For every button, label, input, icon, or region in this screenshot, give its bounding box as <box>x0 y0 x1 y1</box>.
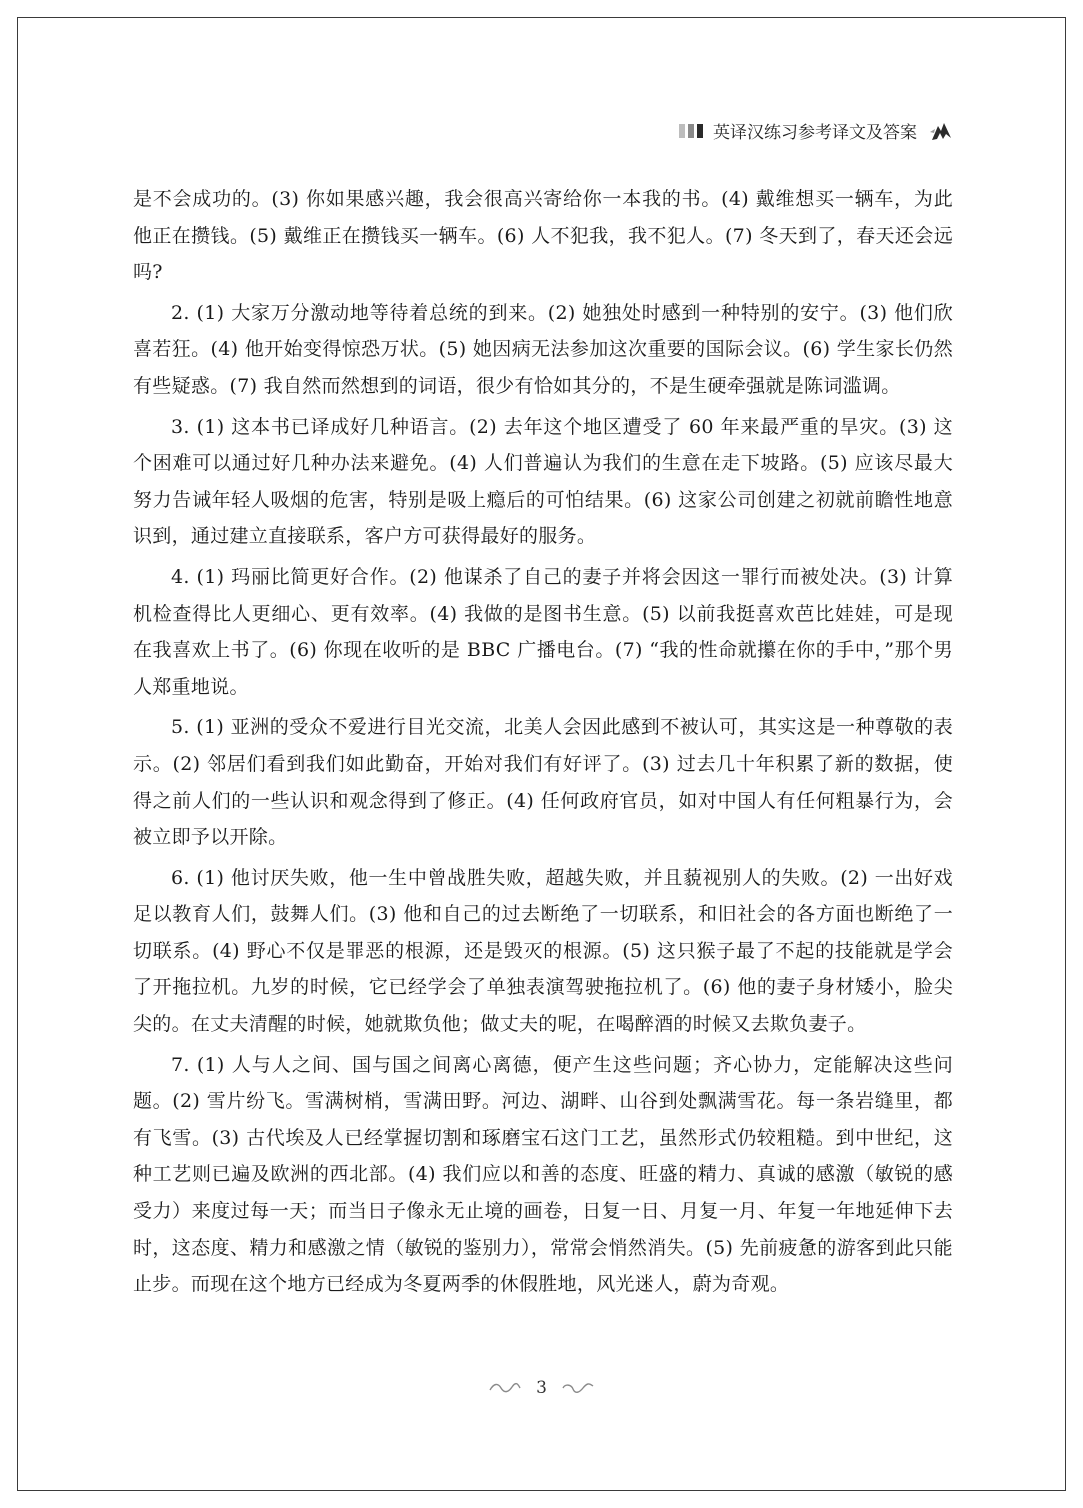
paragraph-exercise-5: 5. (1) 亚洲的受众不爱进行目光交流，北美人会因此感到不被认可，其实这是一种尊敬的表示。(2) 邻居们看到我们如此勤奋，开始对我们有好评了。(3) 过去几十年积累了新的数据，使得之前人们的一些认识和观念得到了修正。(4) 任何政府官员，如对中国人有任何粗暴行为，会被立即予以开除。 <box>133 716 953 849</box>
paragraph-continuation: 是不会成功的。(3) 你如果感兴趣，我会很高兴寄给你一本我的书。(4) 戴维想买一辆车，为此他正在攒钱。(5) 戴维正在攒钱买一辆车。(6) 人不犯我，我不犯人。(7) 冬天到了，春天还会远吗? <box>133 188 953 284</box>
bar-marks-icon <box>679 124 703 138</box>
header-title: 英译汉练习参考译文及答案 <box>713 123 917 143</box>
flourish-left-icon <box>488 1381 522 1395</box>
paragraph-exercise-6: 6. (1) 他讨厌失败，他一生中曾战胜失败，超越失败，并且藐视别人的失败。(2) 一出好戏足以教育人们，鼓舞人们。(3) 他和自己的过去断绝了一切联系，和旧社会的各方面也断绝了一切联系。(4) 野心不仅是罪恶的根源，还是毁灭的根源。(5) 这只猴子最了不起的技能就是学会了开拖拉机。九岁的时候，它已经学会了单独表演驾驶拖拉机了。(6) 他的妻子身材矮小，脸尖尖的。在丈夫清醒的时候，她就欺负他；做丈夫的呢，在喝醉酒的时候又去欺负妻子。 <box>133 866 953 1036</box>
paragraph-exercise-4: 4. (1) 玛丽比简更好合作。(2) 他谋杀了自己的妻子并将会因这一罪行而被处决。(3) 计算机检查得比人更细心、更有效率。(4) 我做的是图书生意。(5) 以前我挺喜欢芭比娃娃，可是现在我喜欢上书了。(6) 你现在收听的是 BBC 广播电台。(7) “我的性命就攥在你的手中，”那个男人郑重地说。 <box>133 565 953 698</box>
body-text <box>133 181 953 1307</box>
paragraph-exercise-7: 7. (1) 人与人之间、国与国之间离心离德，便产生这些问题；齐心协力，定能解决这些问题。(2) 雪片纷飞。雪满树梢，雪满田野。河边、湖畔、山谷到处飘满雪花。每一条岩缝里，都有飞雪。(3) 古代埃及人已经掌握切割和琢磨宝石这门工艺，虽然形式仍较粗糙。到中世纪，这种工艺则已遍及欧洲的西北部。(4) 我们应以和善的态度、旺盛的精力、真诚的感激（敏锐的感受力）来度过每一天；而当日子像永无止境的画卷，日复一日、月复一月、年复一年地延伸下去时，这态度、精力和感激之情（敏锐的鉴别力），常常会悄然消失。(5) 先前疲惫的游客到此只能止步。而现在这个地方已经成为冬夏两季的休假胜地，风光迷人，蔚为奇观。 <box>133 1053 953 1296</box>
page-number: 3 <box>536 1378 547 1398</box>
bird-logo-icon <box>929 120 953 142</box>
paragraph-exercise-2: 2. (1) 大家万分激动地等待着总统的到来。(2) 她独处时感到一种特别的安宁。(3) 他们欣喜若狂。(4) 他开始变得惊恐万状。(5) 她因病无法参加这次重要的国际会议。(6) 学生家长仍然有些疑惑。(7) 我自然而然想到的词语，很少有恰如其分的，不是生硬牵强就是陈词滥调。 <box>133 301 953 397</box>
paragraph-exercise-3: 3. (1) 这本书已译成好几种语言。(2) 去年这个地区遭受了 60 年来最严重的旱灾。(3) 这个困难可以通过好几种办法来避免。(4) 人们普遍认为我们的生意在走下坡路。(5) 应该尽最大努力告诫年轻人吸烟的危害，特别是吸上瘾后的可怕结果。(6) 这家公司创建之初就前瞻性地意识到，通过建立直接联系，客户方可获得最好的服务。 <box>133 415 953 548</box>
flourish-right-icon <box>561 1381 595 1395</box>
running-header <box>679 118 953 143</box>
page-footer <box>0 1378 1083 1398</box>
